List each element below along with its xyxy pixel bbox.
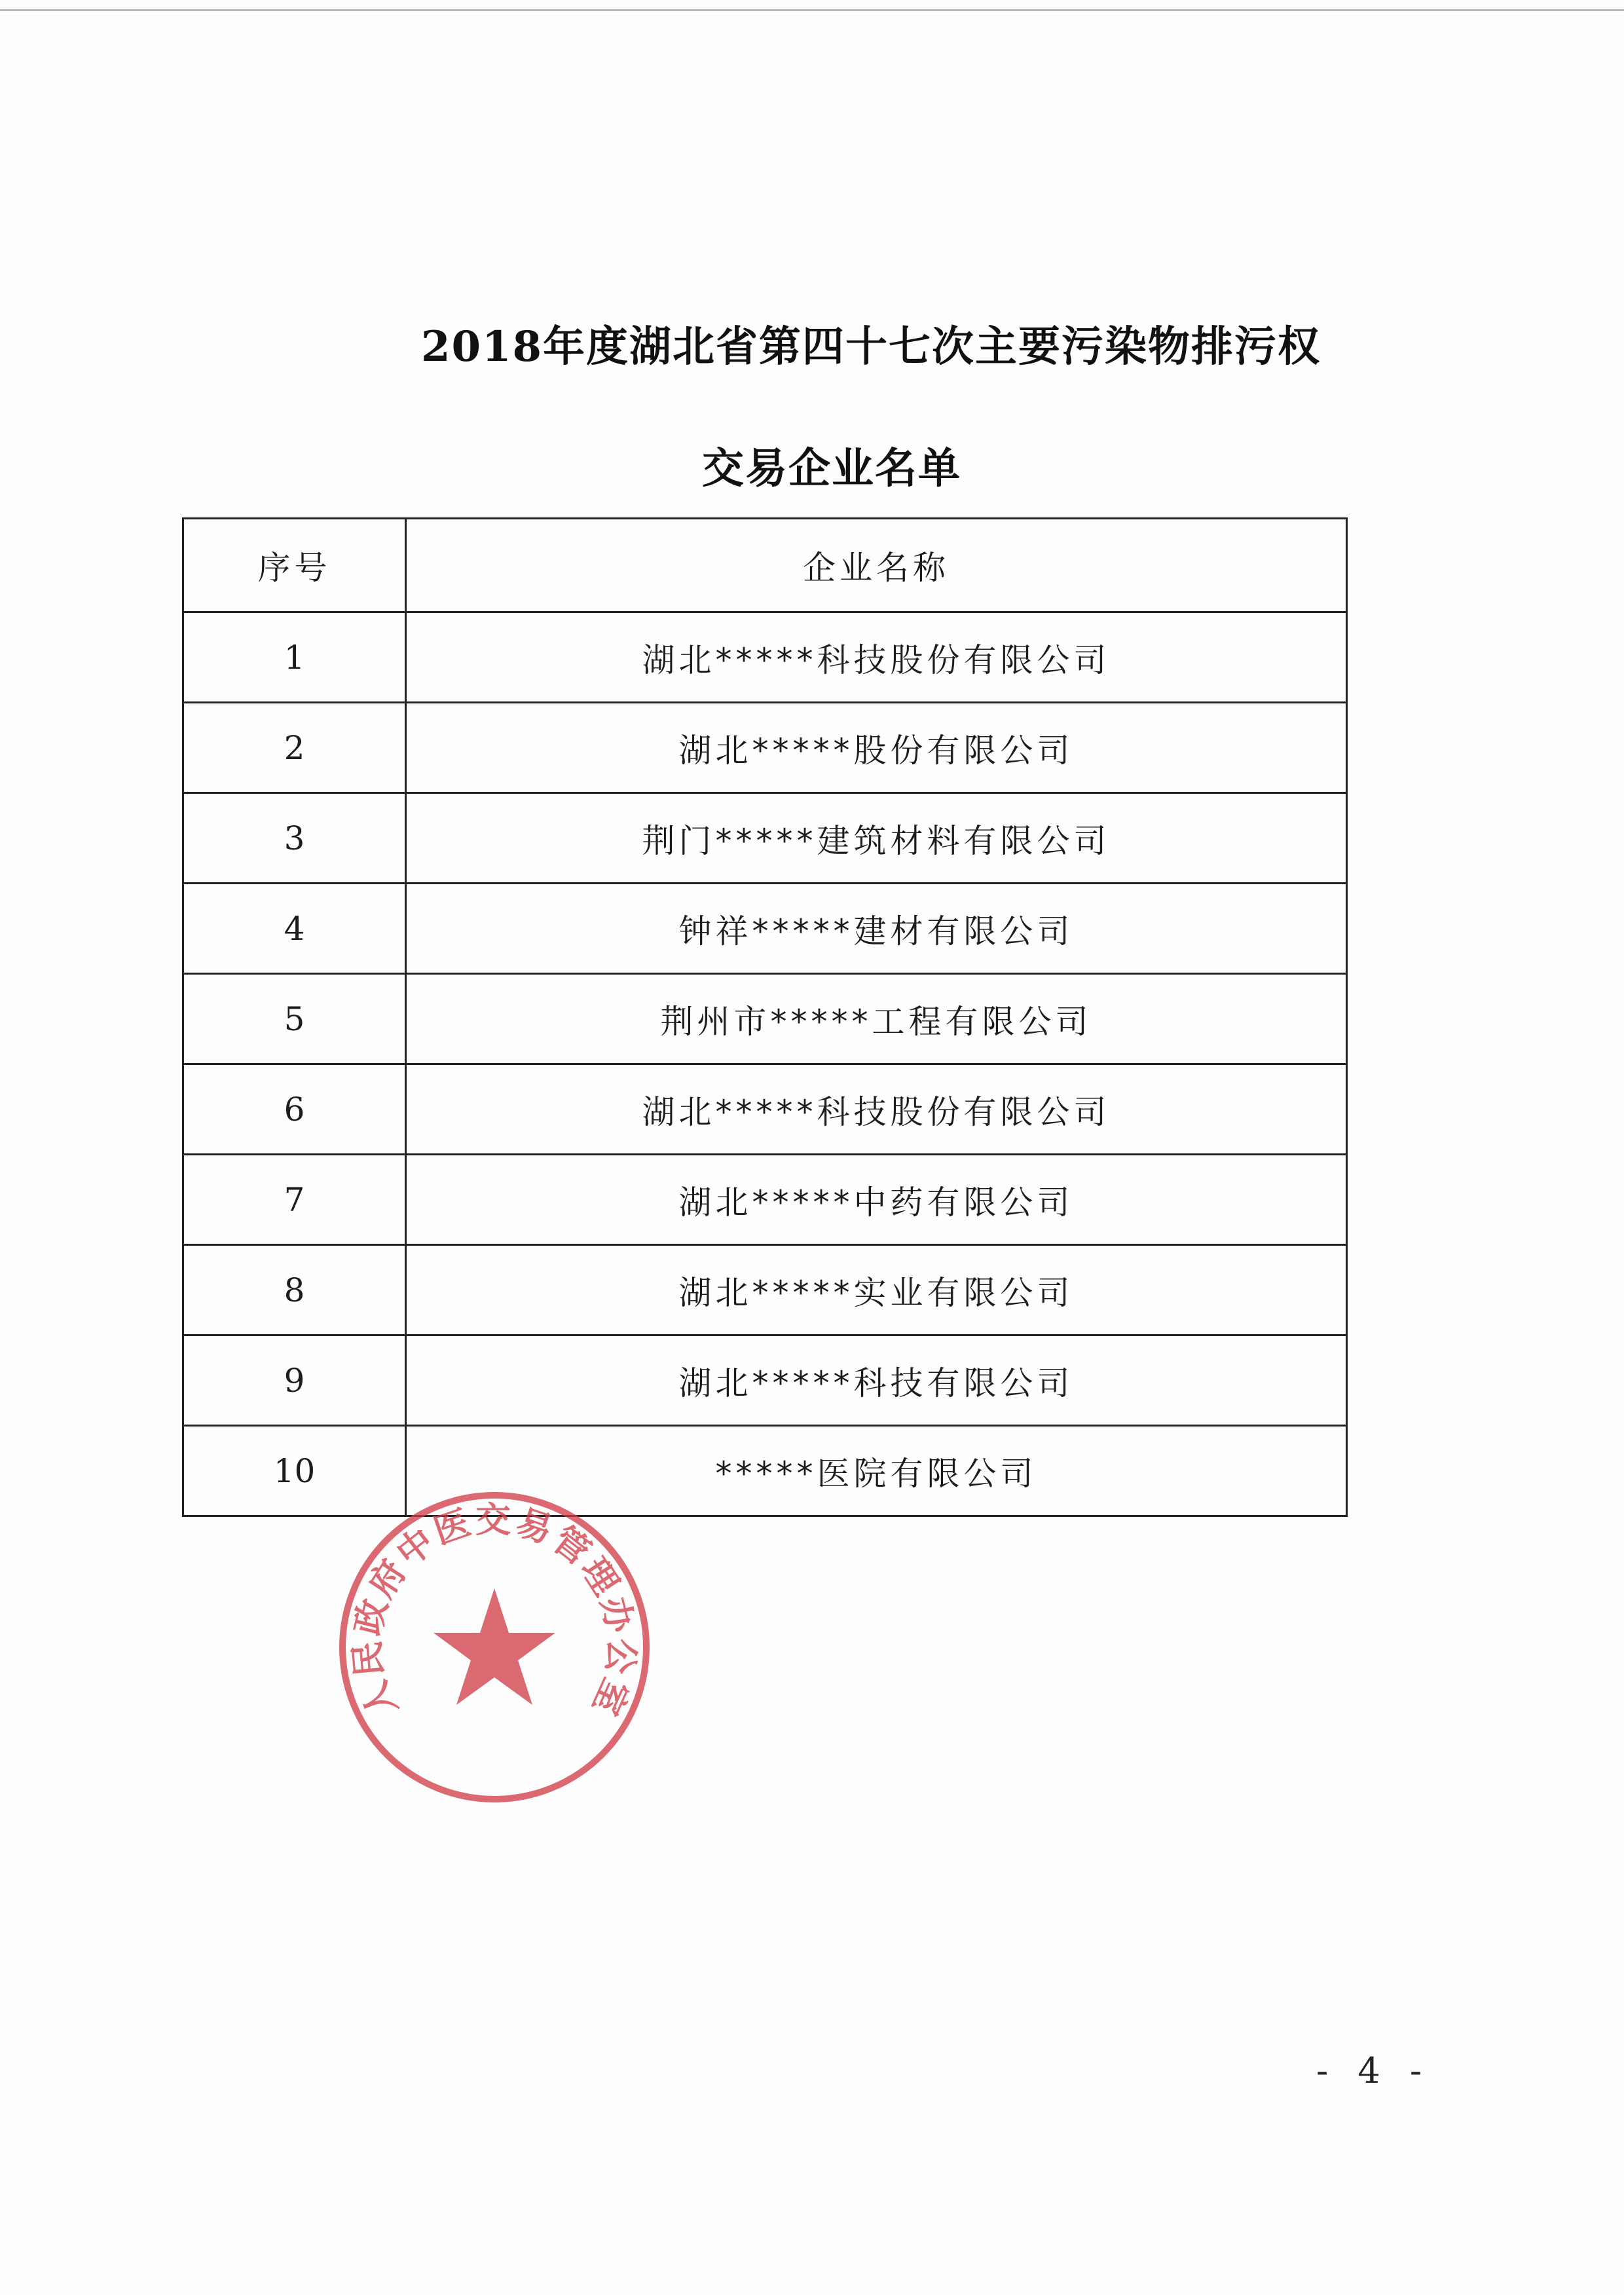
table-row — [183, 1335, 1347, 1426]
row-index: 1 — [183, 612, 406, 703]
row-company-name: 湖北*****科技股份有限公司 — [406, 1064, 1347, 1155]
table-row — [183, 1064, 1347, 1155]
scan-top-edge — [0, 9, 1624, 11]
seal-text: 人民政府中医交易管理办公室 — [345, 1498, 644, 1725]
table-row — [183, 1155, 1347, 1245]
header-company-name: 企业名称 — [406, 519, 1347, 612]
header-index: 序号 — [183, 519, 406, 612]
row-company-name: 湖北*****科技有限公司 — [406, 1335, 1347, 1426]
table-row — [183, 974, 1347, 1064]
row-company-name: 湖北*****科技股份有限公司 — [406, 612, 1347, 703]
row-index: 5 — [183, 974, 406, 1064]
row-index: 8 — [183, 1245, 406, 1335]
row-index: 3 — [183, 793, 406, 884]
star-icon — [434, 1588, 555, 1705]
official-seal — [331, 1483, 658, 1811]
row-company-name: 湖北*****中药有限公司 — [406, 1155, 1347, 1245]
row-company-name: 钟祥*****建材有限公司 — [406, 884, 1347, 974]
table-row — [183, 793, 1347, 884]
table-row — [183, 612, 1347, 703]
row-company-name: 湖北*****股份有限公司 — [406, 703, 1347, 793]
row-company-name: 荆门*****建筑材料有限公司 — [406, 793, 1347, 884]
table-row — [183, 1245, 1347, 1335]
page-number: - 4 - — [1316, 2050, 1431, 2091]
row-company-name: 荆州市*****工程有限公司 — [406, 974, 1347, 1064]
row-index: 4 — [183, 884, 406, 974]
table-row — [183, 884, 1347, 974]
row-index: 6 — [183, 1064, 406, 1155]
row-index: 10 — [183, 1426, 406, 1516]
document-title-line-2: 交易企业名单 — [702, 444, 961, 493]
company-list-table — [182, 517, 1348, 1517]
table-header-row — [183, 519, 1347, 612]
row-index: 7 — [183, 1155, 406, 1245]
row-company-name: 湖北*****实业有限公司 — [406, 1245, 1347, 1335]
row-index: 9 — [183, 1335, 406, 1426]
row-index: 2 — [183, 703, 406, 793]
table-row — [183, 703, 1347, 793]
row-company-name: *****医院有限公司 — [406, 1426, 1347, 1516]
document-title-line-1: 2018年度湖北省第四十七次主要污染物排污权 — [420, 322, 1321, 371]
